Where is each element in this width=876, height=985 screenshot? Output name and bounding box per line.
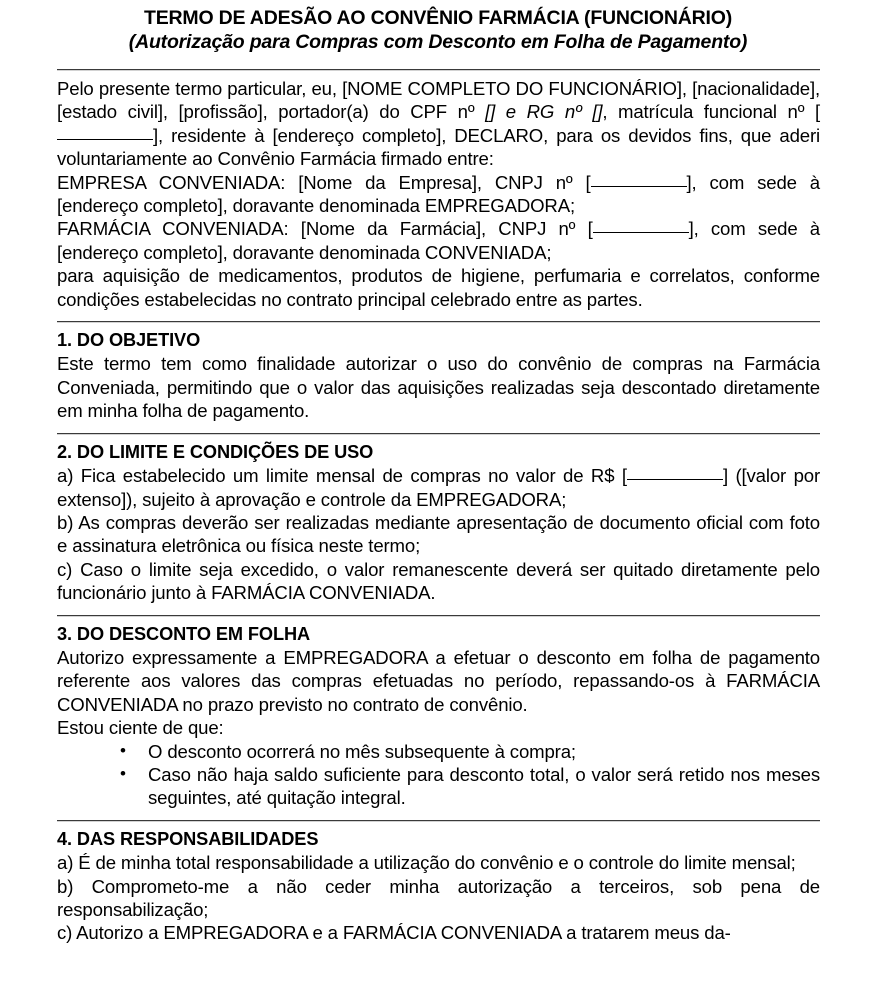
section-heading-objetivo: 1. DO OBJETIVO [57,330,201,351]
list-item: • O desconto ocorrerá no mês subsequente à compra; [120,740,820,763]
list-item: • Caso não haja saldo suficiente para desconto total, o valor será retido nos meses seguintes, até quitação integral. [120,763,820,810]
section-item-resp-b: b) Comprometo-me a não ceder minha autorização a terceiros, sob pena de responsabilização; [57,875,820,920]
page-subtitle: (Autorização para Compras com Desconto em Folha de Pagamento) [128,31,748,53]
preamble-paragraph-farmacia [57,217,820,264]
section-item-resp-a: a) É de minha total responsabilidade a utilização do convênio e o controle do limite mensal; [57,852,796,874]
section-paragraph-desconto: Autorizo expressamente a EMPREGADORA a efetuar o desconto em folha de pagamento referente aos valores das compras efetuadas no período, repassando-os à FARMÁCIA CONVENIADA no prazo previsto no contrato de convênio. [57,646,820,715]
preamble-text-italic-rg: [] e RG nº [] [485,101,603,123]
section-item-limite-b: b) As compras deverão ser realizadas mediante apresentação de documento oficial com foto e assinatura eletrônica ou física neste termo; [57,511,820,557]
section-heading-responsabilidades: 4. DAS RESPONSABILIDADES [57,828,319,849]
document-page [0,7,876,985]
section-paragraph-ciente: Estou ciente de que: [57,717,224,739]
section-responsabilidades [57,822,820,945]
section-heading-desconto: 3. DO DESCONTO EM FOLHA [57,623,311,644]
section-item-resp-c: c) Autorizo a EMPREGADORA e a FARMÁCIA CONVENIADA a tratarem meus da- [57,922,731,944]
blank-field-cnpj-empresa[interactable] [591,186,687,187]
section-item-limite-a [57,464,820,511]
section-objetivo [57,323,820,423]
preamble-block [57,71,820,311]
blank-field-cnpj-farmacia[interactable] [593,232,689,233]
farmacia-text-prefix: FARMÁCIA CONVENIADA: [Nome da Farmácia], CNPJ nº [ [57,218,593,240]
preamble-paragraph-declaration [57,77,820,171]
section-paragraph-objetivo: Este termo tem como finalidade autorizar o uso do convênio de compras na Farmácia Conveniada, permitindo que o valor das aquisições realizadas seja descontado diretamente em minha folha de pagamento. [57,353,820,422]
page-title: TERMO DE ADESÃO AO CONVÊNIO FARMÁCIA (FUNCIONÁRIO) [144,7,732,29]
farmacia-text-suffix: ], com sede à [endereço completo], doravante denominada CONVENIADA; [57,218,820,263]
preamble-text-part2: , matrícula funcional nº [ [602,101,820,123]
section-item-limite-c: c) Caso o limite seja excedido, o valor remanescente deverá ser quitado diretamente pelo funcionário junto à FARMÁCIA CONVENIADA. [57,558,820,604]
preamble-text-part3: ], residente à [endereço completo], DECLARO, para os devidos fins, que aderi voluntariamente ao Convênio Farmácia firmado entre: [57,124,820,170]
desconto-bullet-list [57,740,820,810]
empresa-text-prefix: EMPRESA CONVENIADA: [Nome da Empresa], CNPJ nº [ [57,171,591,193]
limite-a-prefix: a) Fica estabelecido um limite mensal de compras no valor de R$ [ [57,465,627,487]
section-limite [57,435,820,605]
section-heading-limite: 2. DO LIMITE E CONDIÇÕES DE USO [57,441,374,462]
blank-field-matricula[interactable] [57,139,153,140]
section-desconto [57,617,820,810]
empresa-text-suffix: ], com sede à [endereço completo], doravante denominada EMPREGADORA; [57,171,820,217]
preamble-text-part1: Pelo presente termo particular, eu, [NOME COMPLETO DO FUNCIONÁRIO], [nacionalidade], [estado civil], [profissão], portador(a) do CPF nº [57,78,820,123]
blank-field-limite-valor[interactable] [627,479,723,480]
preamble-paragraph-objeto: para aquisição de medicamentos, produtos de higiene, perfumaria e correlatos, conforme condições estabelecidas no contrato principal celebrado entre as partes. [57,265,820,310]
preamble-paragraph-empresa [57,171,820,218]
limite-a-suffix: ] ([valor por extenso]), sujeito à aprovação e controle da EMPREGADORA; [57,465,820,510]
